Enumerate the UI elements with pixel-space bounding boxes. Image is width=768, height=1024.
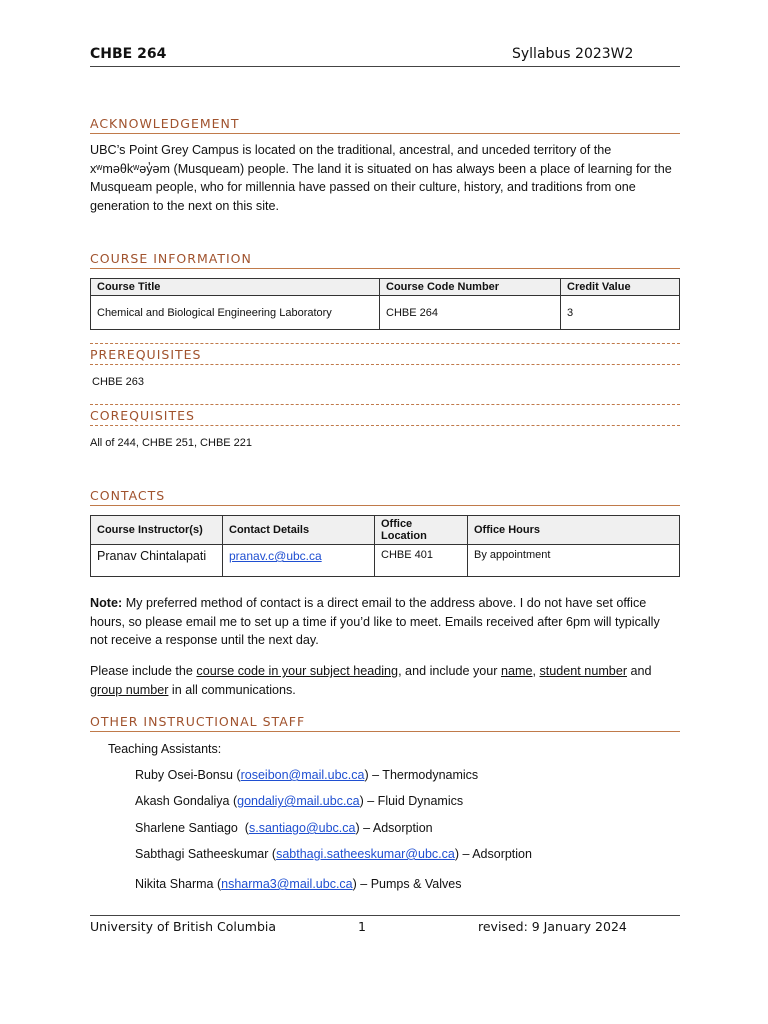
include-text-1: Please include the: [90, 664, 197, 678]
header-course-code: CHBE 264: [90, 46, 167, 62]
include-text-3: ,: [532, 664, 540, 678]
course-information-heading: COURSE INFORMATION: [90, 251, 680, 269]
prerequisites-text: CHBE 263: [92, 376, 144, 388]
footer-page-number: 1: [358, 919, 366, 934]
include-student-number: student number: [539, 664, 628, 678]
note-paragraph: [90, 594, 680, 650]
other-staff-heading: OTHER INSTRUCTIONAL STAFF: [90, 714, 680, 732]
include-text-4: and: [627, 664, 652, 678]
ta-name: Ruby Osei-Bonsu (: [135, 768, 241, 782]
col-instructor: Course Instructor(s): [91, 516, 223, 545]
footer-university: University of British Columbia: [90, 919, 277, 934]
ta-topic: ) – Thermodynamics: [364, 768, 479, 782]
ta-item: [135, 768, 478, 782]
acknowledgement-heading: ACKNOWLEDGEMENT: [90, 116, 680, 134]
cell-credit-value: 3: [561, 296, 680, 330]
course-information-table: [90, 278, 680, 330]
note-text: My preferred method of contact is a direct email to the address above. I do not have set office hours, so please email me to set up a time if you’d like to meet. Emails received after 6pm will typically not receive a response until the next day.: [90, 596, 660, 647]
ta-item: [135, 847, 532, 861]
ta-name: Sharlene Santiago (: [135, 821, 249, 835]
include-paragraph: [90, 662, 680, 699]
cell-office-hours: By appointment: [468, 545, 680, 577]
ta-name: Akash Gondaliya (: [135, 794, 238, 808]
col-course-title: Course Title: [91, 279, 380, 296]
col-credit-value: Credit Value: [561, 279, 680, 296]
corequisites-text: All of 244, CHBE 251, CHBE 221: [90, 437, 253, 449]
corequisites-heading: COREQUISITES: [90, 404, 680, 426]
ta-topic: ) – Fluid Dynamics: [359, 794, 464, 808]
ta-email-link[interactable]: roseibon@mail.ubc.ca: [240, 768, 365, 782]
cell-course-code: CHBE 264: [380, 296, 561, 330]
acknowledgement-text: UBC’s Point Grey Campus is located on the traditional, ancestral, and unceded territory of the xʷməθkʷəy̓əm (Musqueam) people. The land it is situated on has always been a place of learning for the Musqueam people, who for millennia have passed on their culture, history, and traditions from one generation to the next on this site.: [90, 143, 672, 213]
contacts-table: [90, 515, 680, 577]
col-office-hours: Office Hours: [468, 516, 680, 545]
page-header: [90, 44, 680, 67]
cell-office-location: CHBE 401: [375, 545, 468, 577]
include-name: name: [500, 664, 533, 678]
cell-course-title: Chemical and Biological Engineering Laboratory: [91, 296, 380, 330]
page-footer: [90, 915, 680, 934]
ta-topic: ) – Adsorption: [355, 821, 433, 835]
footer-revised: revised: 9 January 2024: [478, 919, 627, 934]
include-subject-heading: course code in your subject heading: [196, 664, 399, 678]
ta-email-link[interactable]: s.santiago@ubc.ca: [248, 821, 356, 835]
ta-topic: ) – Pumps & Valves: [352, 877, 462, 891]
instructor-email-link[interactable]: pranav.c@ubc.ca: [229, 549, 322, 563]
col-office-location: Office Location: [375, 516, 468, 545]
ta-email-link[interactable]: gondaliy@mail.ubc.ca: [237, 794, 360, 808]
cell-instructor: Pranav Chintalapati: [91, 545, 223, 577]
ta-title: Teaching Assistants:: [108, 742, 222, 756]
ta-topic: ) – Adsorption: [454, 847, 532, 861]
prerequisites-heading: PREREQUISITES: [90, 343, 680, 365]
include-text-2: , and include your: [398, 664, 501, 678]
ta-email-link[interactable]: sabthagi.satheeskumar@ubc.ca: [276, 847, 455, 861]
ta-email-link[interactable]: nsharma3@mail.ubc.ca: [221, 877, 353, 891]
header-syllabus: Syllabus 2023W2: [512, 46, 634, 62]
ta-item: [135, 794, 463, 808]
ta-item: [135, 877, 461, 891]
contacts-heading: CONTACTS: [90, 488, 680, 506]
ta-name: Nikita Sharma (: [135, 877, 222, 891]
include-group-number: group number: [90, 682, 169, 697]
note-label: Note:: [90, 596, 123, 610]
col-course-code: Course Code Number: [380, 279, 561, 296]
include-text-5: in all communications.: [168, 682, 296, 697]
ta-name: Sabthagi Satheeskumar (: [135, 847, 277, 861]
ta-item: [135, 821, 433, 835]
col-contact-details: Contact Details: [223, 516, 375, 545]
